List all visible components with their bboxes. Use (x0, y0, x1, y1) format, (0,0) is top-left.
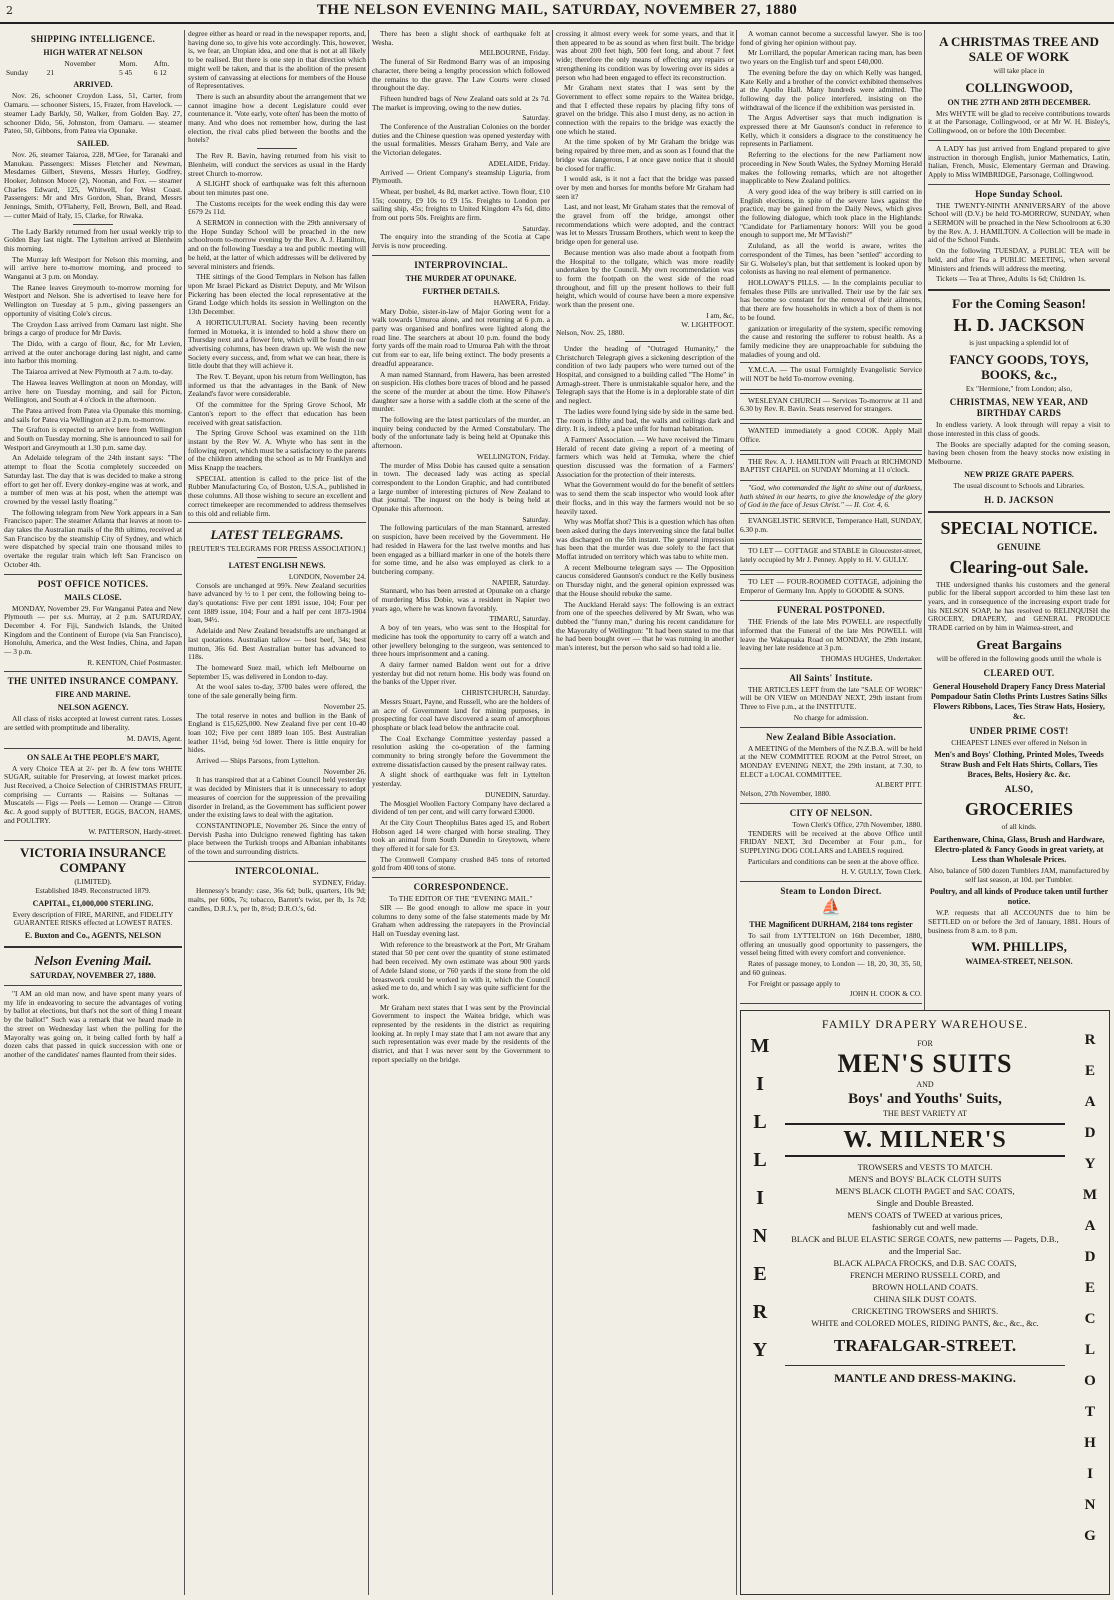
warehouse-list (785, 1161, 1065, 1329)
news-paragraph: Consols are unchanged at 99⅞. New Zealand securities have advanced by ½ to 1 per cent, the following being to-day's quotations: Five per cent 1891 issue, 104; Four per cent 1889 issue, 104; Four and a half per cent 1873-1904 loan, 94½. (188, 580, 366, 625)
warehouse-list-item: fashionably cut and well made. (872, 1222, 978, 1232)
local-paragraph: Of the committee for the Spring Grove School, Mr Canton's report to the effect that education has been received with great satisfaction. (188, 400, 366, 427)
further-details-heading: FURTHER DETAILS. (422, 286, 500, 296)
warehouse-title: FAMILY DRAPERY WAREHOUSE. (821, 1017, 1029, 1031)
christmas-dates: ON THE 27TH AND 28TH DECEMBER. (947, 97, 1091, 107)
news-paragraph: The Argus Advertiser says that much indignation is expressed there at Mr Gaunson's conduct in reference to Kelly, which it considers a disgrace to the constituency he represents in Parliament. (740, 113, 922, 149)
wesleyan-text: WESLEYAN CHURCH — Services To-morrow at 11 and 6.30 by Rev. R. Bavin. Seats reserved for strangers. (740, 395, 922, 414)
christmas-tree-title: A CHRISTMAS TREE AND SALE OF WORK (939, 34, 1099, 64)
insurance-agency: NELSON AGENCY. (57, 703, 129, 713)
column-rule (736, 30, 737, 1595)
vertical-letter: C (1084, 1311, 1096, 1327)
sailed-heading: SAILED. (77, 138, 109, 148)
warehouse-list-item: CHINA SILK DUST COATS. (873, 1294, 977, 1304)
news-paragraph: Zululand, as all the world is aware, writes the correspondent of the Times, has been "settled" according to Sir G. Wolseley's plan, but that settlement is looked upon by colonists as having no real element of permanence. (740, 241, 922, 277)
ship-icon: ⛵ (821, 899, 841, 917)
sale-text: A very Choice TEA at 2/- per lb. A few tons WHITE SUGAR, suitable for Preserving, at lowest market prices. Just Received, a Choice Selection of CHRISTMAS FRUIT, comprising — Currants — Raisins — Sultanas — Muscatels — Figs — Peels — Lemon — Orange — Citron &c. A good supply of BUTTER, EGGS, BACON, HAMS, and POULTRY. (4, 763, 182, 825)
news-paragraph: The Mosgiel Woollen Factory Company have declared a dividend of ten per cent, and will carry forward £3000. (372, 798, 550, 817)
insurance-text: All class of risks accepted at lowest current rates. Losses are settled with promptitude and liberality. (4, 714, 182, 733)
victoria-insurance-title: VICTORIA INSURANCE COMPANY (19, 845, 167, 876)
jackson-items: FANCY GOODS, TOYS, BOOKS, &c., (949, 351, 1089, 382)
dateline: DUNEDIN, Saturday. (485, 789, 550, 799)
arrived-heading: ARRIVED. (73, 80, 113, 90)
vertical-letter: R (1084, 1032, 1096, 1048)
column-1 (4, 30, 182, 1595)
vertical-letter: L (753, 1111, 767, 1133)
leader-paragraph: degree either as heard or read in the newspaper reports, and, having done so, to give his vote accordingly. This, however, is, we fear, an Utopian idea, and one that is not at all likely to be realised. But there is one step in that direction which might well be taken, and that is the abolition of the present system of canvassing at elections for members of the House of Representatives. (188, 30, 366, 91)
vertical-letter: A (1084, 1218, 1096, 1234)
shipping-paragraph: The Patea arrived from Patea via Opunake this morning, and sails for Patea via Wellington at 2 p.m. to-morrow. (4, 405, 182, 424)
leader-paragraph: There is such an absurdity about the arrangement that we cannot imagine how a decent Legislature could ever countenance it. 'Vote early, vote often' has been the motto of many. And who does not remember how, during the last election, the rival cabs plied between the booths and the hotels? (188, 91, 366, 145)
evangelistic-notice (740, 513, 922, 540)
masthead (0, 0, 1114, 24)
news-paragraph: A man named Stannard, from Hawera, has been arrested on suspicion. His clothes bore traces of blood and he passed the scene of the murder at about the time. How Pihawe's daughter saw a horse with a saddle cloth at the scene of the murder. (372, 369, 550, 414)
correspondence-to: To THE EDITOR OF THE "EVENING MAIL." (389, 894, 533, 904)
shipping-paragraph: The Croydon Lass arrived from Oamaru last night. She brings a cargo of produce for Mr Davis. (4, 319, 182, 338)
correspondence-heading: CORRESPONDENCE. (413, 882, 509, 893)
cook-wanted (740, 423, 922, 450)
jackson-ex: Ex "Hermione," from London; also, (965, 383, 1073, 393)
leader-paragraph: "I AM an old man now, and have spent many years of my life in endeavoring to secure the advantages of voting by ballot at elections, but that's not the sort of thing I meant by the ballot!" Such was a remark that we heard made in the street on Wednesday last when the polling for the Mayoralty was going on, it being called forth by half a dozen cabs that passed in quick succession with one or another of the candidates' names flaunted from their sides. (4, 989, 182, 1059)
shipping-paragraph: The Ranee leaves Greymouth to-morrow morning for Westport and Nelson. She is advertised to leave here for Wellington on Tuesday at 5 p.m., giving passengers an opportunity of visiting Cole's circus. (4, 282, 182, 318)
vertical-letter: R (752, 1301, 768, 1323)
news-paragraph: At the wool sales to-day, 3700 bales were offered, the tone of the sale generally being firm. (188, 682, 366, 701)
mens-suits-heading: MEN'S SUITS (837, 1049, 1013, 1078)
warehouse-list-item: MEN'S BLACK CLOTH PAGET and SAC COATS, (835, 1186, 1015, 1196)
to-let-text: TO LET — FOUR-ROOMED COTTAGE, adjoining the Emperor of Germany Inn. Apply to GOODIE & SONS. (740, 576, 922, 595)
tide-morn: 5 45 (119, 67, 133, 77)
cleared-out: CLEARED OUT. (983, 667, 1055, 678)
local-paragraph: The Rev R. Bavin, having returned from his visit to Blenheim, will conduct the services as usual in the Hardy street Church to-morrow. (188, 151, 366, 178)
phillips-address: WAIMEA-STREET, NELSON. (965, 957, 1073, 967)
warehouse-for: FOR (917, 1039, 933, 1048)
earthenware-list: Earthenware, China, Glass, Brush and Hardware, Electro-plated & Fancy Goods in great variety, at Less than Wholesale Prices. (933, 834, 1105, 864)
vertical-letter: I (756, 1073, 764, 1095)
news-paragraph: ganization or irregularity of the system, specific removing the cause and restoring the sufferer to robust health. As a family medicine they are unapproachable for subduing the maladies of young and old. (740, 323, 922, 359)
jackson-note: The Books are specially adapted for the coming season, having been chosen from the heavy stocks now existing in Melbourne. (928, 439, 1110, 467)
vertical-letter: G (1084, 1528, 1096, 1544)
interprovincial-heading: INTERPROVINCIAL. (414, 259, 508, 270)
boys-suits-heading: Boys' and Youths' Suits, (848, 1091, 1002, 1107)
dateline: HAWERA, Friday. (493, 297, 550, 307)
shipping-paragraph: The Murray left Westport for Nelson this morning, and will arrive here to-morrow morning, and proceed to Wanganui at 3 p.m. on Monday. (4, 254, 182, 282)
news-paragraph: A dairy farmer named Baldon went out for a drive yesterday but did not return home. His body was found on the banks of the Upper river. (372, 660, 550, 687)
news-paragraph: There has been a slight shock of earthquake felt at Wesha. (372, 30, 550, 47)
vertical-letter: E (1084, 1280, 1095, 1296)
all-saints-text: THE ARTICLES LEFT from the late "SALE OF WORK" will be ON VIEW on MONDAY NEXT, 29th instant from Three to Five p.m., at the INSTITUTE. (740, 684, 922, 712)
column-4 (556, 30, 734, 1595)
jackson-sub: is just unpacking a splendid lot of (969, 337, 1069, 347)
jackson-signature: H. D. JACKSON (984, 494, 1054, 505)
tide-heading: HIGH WATER AT NELSON (43, 48, 143, 57)
news-paragraph: Mr Lorrillard, the popular American racing man, has been two years on the English turf and spent £40,000. (740, 48, 922, 67)
warehouse-list-item: CRICKETING TROWSERS and SHIRTS. (851, 1306, 999, 1316)
trafalgar-street: TRAFALGAR-STREET. (833, 1336, 1017, 1355)
vertical-letter: T (1084, 1404, 1095, 1420)
warehouse-list-item: BLACK and BLUE ELASTIC SERGE COATS, new patterns — Pagets, D.B., and the Imperial Sac. (791, 1234, 1059, 1256)
victoria-established: Established 1849. Reconstructed 1879. (35, 885, 151, 895)
column-rule (184, 30, 185, 1595)
local-paragraph: The Spring Grove School was examined on the 11th instant by the Rev W. A. Whyte who has sent in the following report, which must be a satisfactory to the parents of the children attending the school as to Mr Franklyn and Miss Knapp the teachers. (188, 428, 366, 473)
vertical-letter: D (1084, 1249, 1096, 1265)
english-news-heading: LATEST ENGLISH NEWS. (228, 560, 326, 570)
hope-tickets: Tickets — Tea at Three, Adults 1s 6d; Children 1s. (936, 274, 1086, 284)
vertical-letter: M (750, 1035, 770, 1057)
jackson-cards: CHRISTMAS, NEW YEAR, AND BIRTHDAY CARDS (949, 397, 1089, 419)
tide-day: Sunday (6, 67, 29, 77)
news-paragraph: The Conference of the Australian Colonies on the border duties and the Chinese question was opened yesterday with the usual formalities. Messrs Graham Berry, and Vale are the Victorian delegates. (372, 122, 550, 158)
jackson-text: In endless variety. A look through will repay a visit to those interested in this class of goods. (928, 420, 1110, 439)
news-paragraph: A recent Melbourne telegram says — The Opposition caucus considered Gaunson's conduct re the Kelly business on Thursday night, and the general opinion expressed was that the House should rebuke the same. (556, 562, 734, 598)
news-paragraph: The Cromwell Company crushed 845 tons of retorted gold from 400 tons of stone. (372, 854, 550, 873)
news-paragraph: A boy of ten years, who was sent to the Hospital for medicine has took the opportunity to carry off a watch and other jewellery belonging to the surgeon, was sentenced to three hours imprisonment and a caning. (372, 623, 550, 659)
dateline: LONDON, November 24. (288, 571, 366, 581)
mails-signature: R. KENTON, Chief Postmaster. (87, 657, 182, 667)
bible-text: A MEETING of the Members of the N.Z.B.A. will be held at the NEW COMMITTEE ROOM at the Petrol Street, on MONDAY EVENING NEXT, the 29th instant, at 7.30, to ELECT a LOCAL COMMITTEE. (740, 743, 922, 779)
scripture-quote: "God, who commanded the light to shine out of darkness, hath shined in our hearts, to give the knowledge of the glory of God in the face of Jesus Christ." — II. Cor. 4, 6. (740, 482, 922, 510)
column-rule (552, 30, 553, 1595)
letter-date: Nelson, Nov. 25, 1880. (556, 328, 625, 338)
post-office-heading: POST OFFICE NOTICES. (37, 578, 149, 589)
hope-school-heading: Hope Sunday School. (975, 188, 1063, 199)
letter-paragraph: I would ask, is it not a fact that the bridge was passed over by men and horses for months before Mr Graham had seen it? (556, 174, 734, 201)
letter-paragraph: Because mention was also made about a footpath from the Hospital to the tollgate, which was more readily undertaken by the Council. My own recommendation was to form the footpath on the west side of the road throughout, and fill up the present hollows to their full height, which would of course have been a more expensive work than the present one. (556, 247, 734, 310)
to-let-cottage (740, 543, 922, 570)
dateline: November 25. (323, 701, 366, 711)
news-paragraph: Messrs Stuart, Payne, and Russell, who are the holders of an acre of Government land for mining purposes, in prospecting for coal have discovered a seam of amorphous phosphate or black lead below the anthracite coal. (372, 696, 550, 732)
column-rule (368, 30, 369, 1595)
letter-signoff: I am, &c, (706, 310, 734, 320)
news-paragraph: At the City Court Theophilus Bates aged 15, and Robert Hobson aged 14 were charged with horse stealing. They took an animal from South Dunedin to Greytown, where they offered it for sale for £3. (372, 817, 550, 854)
tide-col-month: November (64, 59, 96, 68)
vertical-letter: O (1084, 1373, 1096, 1389)
shipping-paragraph: The Lady Barkly returned from her usual weekly trip to Golden Bay last night. The Lyttelton arrived at Blenheim this morning. (4, 226, 182, 253)
local-paragraph: A SERMON in connection with the 29th anniversary of the Hope Sunday School will be preached in the new schoolroom to-morrow evening by the Rev. A. J. Hamilton, and on the following Tuesday a tea and public meeting will be held, at the latter of which addresses will be delivered by several ministers and friends. (188, 218, 366, 271)
warehouse-list-item: BLACK ALPACA FROCKS, and D.B. SAC COATS, (833, 1258, 1017, 1268)
local-paragraph: A HORTICULTURAL Society having been recently formed in Motueka, it is intended to hold a show there on Thursday next and a flower fete, which will be found in our advertising columns, has been drawn up. We wish the new Society every success, and, from what we can hear, there is little doubt that they will achieve it. (188, 317, 366, 371)
news-paragraph: Wheat, per bushel, 4s 8d, market active. Town flour, £10 15s; country, £9 10s to £9 15s. Freights to London per sailing ship, 45s; freights to United Kingdom 47s 6d, ditto from out ports 50s. Freights are firm. (372, 186, 550, 223)
warehouse-list-item: MEN'S and BOYS' BLACK CLOTH SUITS (848, 1174, 1002, 1184)
vertical-letter: L (1084, 1342, 1095, 1358)
bible-association-heading: New Zealand Bible Association. (765, 731, 896, 742)
dateline: WELLINGTON, Friday. (476, 451, 550, 461)
letter-paragraph: Mr Graham next states that I was sent by the Provincial Government to inspect the Waitea bridge, which was represented by the residents in the district as requiring looking at. In reply I may state that I am not aware that any such representation was ever made by the residents of the district, and that I was never sent by the Government to report specially on the bridge. (372, 1002, 550, 1064)
christmas-sub: will take place in (993, 66, 1045, 75)
steam-signature: JOHN H. COOK & CO. (849, 989, 922, 999)
news-paragraph: Under the heading of "Outraged Humanity," the Christchurch Telegraph gives a sickening description of the condition of two lady paupers who were turned out of the Hospital, and consigned to a building called "The Home" in Armagh-street. There is unmistakable squalor here, and the Telegraph says that the Home is in a deplorable state of dirt and neglect. (556, 343, 734, 406)
letter-signature: W. LIGHTFOOT. (681, 319, 734, 329)
dateline: November 26. (323, 766, 366, 776)
insurance-signature: M. DAVIS, Agent. (126, 733, 182, 743)
steam-rates: Rates of passage money, to London — 18, 20, 30, 35, 50, and 60 guineas. (740, 959, 922, 977)
vertical-letter: A (1084, 1094, 1096, 1110)
telegrams-heading: LATEST TELEGRAMS. (210, 527, 344, 543)
dateline: NAPIER, Saturday. (491, 577, 550, 587)
news-paragraph: A slight shock of earthquake was felt in Lyttelton yesterday. (372, 770, 550, 789)
mails-heading: MAILS CLOSE. (64, 592, 122, 602)
vertical-letter: N (1084, 1497, 1096, 1513)
wesleyan-notice (740, 393, 922, 420)
drapery-warehouse-ad (740, 1010, 1110, 1595)
tumblers-text: Also, balance of 500 dozen Tumblers JAM, manufactured by self last season, at 10d. per Tumbler. (928, 865, 1110, 884)
opunake-heading: THE MURDER AT OPUNAKE. (405, 273, 517, 283)
bible-signature: ALBERT PITT. (875, 780, 922, 790)
dateline: Saturday. (522, 113, 550, 123)
news-paragraph: Arrived — Orient Company's steamship Liguria, from Plymouth. (372, 167, 550, 186)
news-paragraph: The homeward Suez mail, which left Melbourne on September 15, was delivered in London to-day. (188, 663, 366, 681)
vertical-letter: E (1084, 1063, 1095, 1079)
lady-teacher-text: A LADY has just arrived from England prepared to give instruction in thorough English, junior Mathematics, Latin, Italian, French, Music, Elementary German and Drawing. Apply to Miss WIMBRIDGE, Parsonage, Collingwood. (928, 143, 1110, 179)
clearing-sale-heading: Clearing-out Sale. (949, 556, 1089, 577)
tide-row (4, 69, 182, 78)
jackson-name: H. D. JACKSON (953, 314, 1085, 335)
paper-date: SATURDAY, NOVEMBER 27, 1880. (30, 971, 156, 981)
news-paragraph: A very good idea of the way bribery is still carried on in English elections, in spite of the severe laws against the practice, may be gained from the Daily News, which gives the following dialogue, which took place in the Highlands: "Candidate for Parliamentary honors: Will you be good enough to support me, Mr M'Tavish?" (740, 186, 922, 240)
news-paragraph: A woman cannot become a successful lawyer. She is too fond of giving her opinion without pay. (740, 30, 922, 47)
genuine-label: GENUINE (996, 541, 1042, 552)
victoria-agents: E. Buxton and Co., AGENTS, NELSON (24, 931, 162, 941)
accounts-text: W.P. requests that all ACCOUNTS due to him be SETTLED on or before the 3rd of January, 1881. Hours of business from 8 a.m. to 8 p.m. (928, 908, 1110, 935)
great-bargains: Great Bargains (976, 636, 1062, 652)
news-paragraph: Adelaide and New Zealand breadstuffs are unchanged at last quotations. Australian tallow — best beef, 34s; best mutton, 36s 6d. Best Australian butter has advanced to 118s. (188, 626, 366, 662)
dateline: ADELAIDE, Friday. (488, 158, 550, 168)
jackson-prize-text: The usual discount to Schools and Libraries. (953, 480, 1085, 490)
evangelistic-text: EVANGELISTIC SERVICE, Temperance Hall, SUNDAY, 6.30 p.m. (740, 516, 922, 534)
news-paragraph: The funeral of Sir Redmond Barry was of an imposing character, there being a lengthy procession which followed the remains to the grave. The Law Courts were closed throughout the day. (372, 57, 550, 93)
dateline: TIMARU, Saturday. (489, 614, 550, 624)
victoria-capital: CAPITAL, £1,000,000 STERLING. (32, 898, 154, 908)
sale-heading: ON SALE At THE PEOPLE'S MART, (27, 752, 159, 762)
vertical-letter: E (753, 1263, 767, 1285)
news-paragraph: Fifteen hundred bags of New Zealand oats sold at 2s 7d. The market is improving, owing to the new duties. (372, 93, 550, 112)
news-paragraph: The following are the latest particulars of the murder, an inquiry being conducted by the Armed Constabulary. The body of the unfortunate lady is being held at Opunake this afternoon. (372, 415, 550, 451)
tide-aftn: 6 12 (153, 67, 167, 77)
news-paragraph: Referring to the elections for the new Parliament now proceeding in New South Wales, the Sydney Morning Herald makes the following remarks, which are not altogether inapplicable to New Zealand politics. (740, 150, 922, 186)
milner-name: W. MILNER'S (785, 1123, 1065, 1157)
news-paragraph: It has transpired that at a Cabinet Council held yesterday it was decided by Ministers that it is unnecessary to adopt measures of coercion for the suppression of the prevailing disorder in Ireland, as the Government has sufficient power under the existing laws to deal with the agitation. (188, 775, 366, 820)
ymca-notice (740, 362, 922, 389)
tide-table (4, 60, 182, 77)
letter-paragraph: At the time spoken of by Mr Graham the bridge was being repaired by three men, and as soon as I found that the bridge was dangerous, I at once gave notice that it should be closed for traffic. (556, 137, 734, 173)
special-notice-heading: SPECIAL NOTICE. (940, 517, 1098, 538)
clearing-text: THE undersigned thanks his customers and the general public for the liberal support accorded to him these last ten years, and in consequence of the increasing export trade for his NELSON SOAP, he has resolved to RELINQUISH the GROCERY, DRAPERY, and GENERAL PRODUCE TRADE carried on by him in Waimea-street, and (928, 579, 1110, 633)
insurance-sub: FIRE AND MARINE. (55, 690, 131, 700)
column-6 (928, 30, 1110, 1005)
hope-text: On the following TUESDAY, a PUBLIC TEA will be held, and after Tea a PUBLIC MEETING, when several Ministers and friends will address the meeting. (928, 246, 1110, 273)
shipping-paragraph: The Hawea leaves Wellington at noon on Monday, will arrive here on Tuesday morning, and sail for Picton, Wellington, and South at 4 o'clock in the afternoon. (4, 377, 182, 405)
cook-text: WANTED immediately a good COOK. Apply Mail Office. (740, 426, 922, 444)
vertical-letter: Y (752, 1339, 768, 1361)
news-paragraph: Mary Dobie, sister-in-law of Major Goring went for a walk towards Umuroa alone, and not returning at 6 p.m. a party was organised and bonfires were lighted along the road line. The searchers at about 10 p.m. found the body forty yards off the main road to Umuroa Pah with the throat cut from ear to ear, life being extinct. The body presents a dreadful appearance. (372, 306, 550, 368)
warehouse-list-item: Single and Double Breasted. (876, 1198, 974, 1208)
all-saints-note: No charge for admission. (793, 712, 869, 722)
also-label: ALSO, (1004, 784, 1034, 795)
news-paragraph: The total reserve in notes and bullion in the Bank of England is £15,625,000. New Zealand five per cent 10-40 loan 102; Five per cent 1889 loan 105. Best Australian leather 11½d, being ½d lower. There is little enquiry for hides. (188, 710, 366, 755)
shipping-heading: SHIPPING INTELLIGENCE. (30, 34, 156, 44)
to-let-text: TO LET — COTTAGE and STABLE in Gloucester-street, lately occupied by Mr J. Penney. Apply to H. V. GULLY. (740, 546, 922, 565)
letter-paragraph: With reference to the breastwork at the Port, Mr Graham stated that 50 per cent over the quantity of stone estimated had been received. My own estimate was about 900 yards of Adele Island stone, or 760 yards if the stone from the old breastwork could be worked in with it, which the Council asked me to do, and which I say was quite sufficient for the work. (372, 939, 550, 1001)
city-office: Town Clerk's Office, 27th November, 1880. (792, 819, 922, 829)
poultry-text: Poultry, and all kinds of Produce taken until further notice. (929, 887, 1109, 907)
column-5 (740, 30, 922, 1005)
coming-season-heading: For the Coming Season! (952, 295, 1086, 311)
city-signature: H. V. GULLY, Town Clerk. (841, 867, 922, 877)
bargains-text: will be offered in the following goods until the whole is (936, 653, 1102, 663)
dateline: Saturday. (522, 223, 550, 233)
victoria-text: Every description of FIRE, MARINE, and FIDELITY GUARANTEE RISKS effected at LOWEST RATES. (12, 909, 174, 928)
letter-paragraph: Last, and not least, Mr Graham states that the removal of the gravel from off the bridge, amongst other recommendations which were adopted, and the contract was let to Messrs Trussam Brothers, which went to keep the bridge open for general use. (556, 202, 734, 247)
paper-name: Nelson Evening Mail. (34, 953, 152, 969)
page-number: 2 (6, 4, 13, 17)
under-prime-cost: UNDER PRIME COST! (969, 725, 1069, 736)
vertical-letter: N (752, 1225, 768, 1247)
news-paragraph: The murder of Miss Dobie has caused quite a sensation in town. The deceased lady was acting as special correspondent to the London Graphic, and had contributed a large number of interesting pictures of New Zealand to that journal. The inquest on the body is being held at Opunake this afternoon. (372, 460, 550, 514)
vertical-letter: H (1084, 1435, 1096, 1451)
warehouse-body (785, 1017, 1065, 1386)
local-paragraph: The Rev. T. Beyant, upon his return from Wellington, has informed us that the advantages in the Bank of New Zealand's favor were considerable. (188, 372, 366, 399)
news-paragraph: The Coal Exchange Committee yesterday passed a resolution asking the co-operation of the farming community to bring strongly before the Government the extreme dissatisfaction caused by the present railway rates. (372, 733, 550, 769)
shipping-paragraph: An Adelaide telegram of the 24th instant says: "The attempt to float the Scotia completely succeeded on Saturday last. The day that is was decided to make a strong effort to get her off. Every donkey-engine was at work, and a number of men was at his post, when the attempt was crowned by the vessel lastly floating." (4, 453, 182, 506)
tide-date: 21 (46, 67, 55, 77)
news-paragraph: Hennessy's brandy: case, 36s 6d; bulk, quarters, 10s 9d; malts, per 600s, 7s; tobacco, Barrett's twist, per lb, 1s 7d; candles, D.R.J.'s, per lb, 8½d; D.R.O.'s, 6d. (188, 886, 366, 913)
steam-ship-name: THE Magnificent DURHAM, 2184 tons register (749, 920, 913, 930)
vertical-letter: D (1084, 1125, 1096, 1141)
shipping-paragraph: The Dido, with a cargo of flour, &c, for Mr Levien, arrived at the outer anchorage during last night, and came into harbor this morning. (4, 338, 182, 366)
warehouse-list-item: BROWN HOLLAND COATS. (871, 1282, 978, 1292)
news-paragraph: HOLLOWAY'S PILLS. — In the complaints peculiar to females these Pills are unrivalled. Their use by the fair sex has become so constant for the removal of their ailments, that there are few households in which a box of them is not to be found. (740, 277, 922, 322)
column-3 (372, 30, 550, 1595)
funeral-signature: THOMAS HUGHES, Undertaker. (820, 654, 922, 664)
vertical-letter: I (1087, 1466, 1093, 1482)
united-insurance-title: THE UNITED INSURANCE COMPANY. (7, 676, 179, 687)
local-paragraph: SPECIAL attention is called to the price list of the Rubber Manufacturing Co, of Boston, U.S.A., published in these columns. All those wishing to secure an excellent and correct timekeeper are recommended to address themselves to this old and reliable firm. (188, 473, 366, 518)
news-paragraph: CONSTANTINOPLE, November 26. Since the entry of Dervish Pasha into Dulcigno renewed fighting has taken place between the Turkish troops and Albanian inhabitants of the town and surrounding districts. (188, 820, 366, 857)
steam-freight: For Freight or passage apply to (748, 978, 841, 988)
hope-text: THE TWENTY-NINTH ANNIVERSARY of the above School will (D.V.) be held TO-MORROW, SUNDAY, when a SERMON will be preached in the New Schoolroom at 6.30 by the Rev. A. J. HAMILTON. A Collection will be made in aid of the School Funds. (928, 200, 1110, 245)
news-paragraph: Stannard, who has been arrested at Opunake on a charge of murdering Miss Dobie, was a resident in Napier two years ago, where he was known favorably. (372, 586, 550, 613)
sale-signature: W. PATTERSON, Hardy-street. (88, 826, 182, 836)
hamilton-notice (740, 454, 922, 481)
funeral-heading: FUNERAL POSTPONED. (777, 605, 885, 616)
tide-col-aftn: Aftn. (153, 59, 170, 68)
bible-date: Nelson, 27th November, 1880. (740, 789, 831, 799)
phillips-name: WM. PHILLIPS, (971, 939, 1067, 955)
steam-london-heading: Steam to London Direct. (780, 886, 882, 897)
groceries-heading: GROCERIES (964, 799, 1074, 820)
page-title: THE NELSON EVENING MAIL, SATURDAY, NOVEMBER 27, 1880 (316, 2, 798, 18)
hamilton-text: THE Rev. A. J. HAMILTON will Preach at RICHMOND BAPTIST CHAPEL on SUNDAY Morning at 11 o'clock. (740, 456, 922, 475)
dateline: CHRISTCHURCH, Saturday. (461, 688, 550, 698)
vertical-letter: M (1082, 1187, 1098, 1203)
letter-paragraph: Mr Graham next states that I was sent by the Government to effect some repairs to the Waitea bridge, and that I effected these repairs by placing fifty tons of gravel on the bridge. This also I must deny, as no action in connection with the repairs to the bridge was exactly the one which he stated. (556, 83, 734, 136)
mails-text: MONDAY, November 29. For Wanganui Patea and New Plymouth — per s.s. Murray, at 2 p.m. SATURDAY, December 4. For Fiji, Sandwich Islands, the United Kingdom and the Continent of Europe (via San Francisco), Honolulu, America, and the West Indies, China, and Japan — 3 p.m. (4, 603, 182, 657)
millinery-vertical-label (745, 1031, 775, 1576)
telegrams-sub: [REUTER'S TELEGRAMS FOR PRESS ASSOCIATION.] (188, 544, 366, 554)
victoria-limited: (LIMITED). (74, 877, 112, 887)
news-paragraph: The evening before the day on which Kelly was hanged, Kate Kelly and a brother of the convict exhibited themselves at the Apollo Hall. Many hundreds were admitted. The following day the police interfered, insisting on the withdrawal of the licence if the exhibition was persisted in. (740, 67, 922, 112)
best-variety: THE BEST VARIETY AT (883, 1109, 967, 1118)
news-paragraph: The Auckland Herald says: The following is an extract from one of the speeches delivered by Mr Swan, who was dubbed the "funny man," during his recent candidature for the Mayoralty of Wellington: "It had been stated to me that he had been bought over — that he was running in another man's interest, but the person who said so had told a lie. (556, 599, 734, 653)
readymade-clothing-vertical-label (1075, 1031, 1105, 1576)
ymca-text: Y.M.C.A. — The usual Fortnightly Evangelistic Service will NOT be held To-morrow evening. (740, 365, 922, 384)
vertical-letter: L (753, 1149, 767, 1171)
mens-clothing-list: Men's and Boys' Clothing, Printed Moles, Tweeds Straw Bush and Felt Hats Shirts, Collars, Ties Braces, Belts, Hosiery &c. &c. (934, 750, 1104, 780)
city-heading: CITY OF NELSON. (789, 807, 873, 818)
christmas-text: Mrs WHYTE will be glad to receive contributions towards it at the Parsonage, Collingwood, or at Mr W. H. Bisley's, Collingwood, on or before the 10th December. (928, 108, 1110, 136)
arrived-text: Nov. 26, schooner Croydon Lass, 51, Carter, from Oamaru. — schooner Sisters, 15, Frazer, from Havelock. — steamer Lady Barkly, 50, Walker, from Golden Bay. 27, schooner Dido, 56, Johnston, from Oamaru. — steamer Pateo, 50, Gibbons, from Patea via Opunake. (4, 91, 182, 136)
vertical-letter: Y (1084, 1156, 1096, 1172)
warehouse-and: AND (916, 1080, 934, 1089)
all-kinds: of all kinds. (1001, 822, 1037, 832)
to-let-four-room (740, 574, 922, 601)
news-paragraph: The ladies were found lying side by side in the same bed. The room is filthy and bad, the walls and ceilings dark and dirty. It is, indeed, a place unfit for human habitation. (556, 406, 734, 434)
warehouse-list-item: WHITE and COLORED MOLES, RIDING PANTS, &c., &c., &c. (811, 1318, 1039, 1328)
letter-paragraph: crossing it almost every week for some years, and that it then appeared to be as sound as when first built. The bridge was about 200 feet high, 500 feet long, and about 7 feet wide; therefore the only means of effecting any repairs or strengthening its condition was by lowering over its sides a person who had been engaged to effect its reconstruction. (556, 30, 734, 82)
news-paragraph: What the Government would do for the benefit of settlers was to send them the scab inspector who would look after their flocks, and in this way the farmers would not be so heavily taxed. (556, 480, 734, 516)
news-paragraph: The following particulars of the man Stannard, arrested on suspicion, have been received by the Government. He had resided in Hawera for the last twelve months and has been engaged as a billiard marker in one of the hotels there for some time, and he also was employed as clerk to a butchering company. (372, 523, 550, 576)
news-paragraph: The enquiry into the stranding of the Scotia at Cape Jervis is now proceeding. (372, 232, 550, 251)
warehouse-list-item: MEN'S COATS of TWEED at various prices, (847, 1210, 1003, 1220)
tide-col-morn: Morn. (119, 59, 138, 68)
letter-paragraph: SIR — Be good enough to allow me space in your columns to deny some of the false statements made by Mr Graham when addressing the ratepayers in the Provincial Hall on Tuesday evening last. (372, 902, 550, 938)
funeral-text: THE Friends of the late Mrs POWELL are respectfully informed that the Funeral of the late Mrs POWELL will leave the Wakapuaka Road on MONDAY, the 29th instant, leaving her late residence at 3 p.m. (740, 617, 922, 653)
news-paragraph: Arrived — Ships Parsons, from Lyttelton. (196, 756, 320, 766)
shipping-paragraph: The following telegram from New York appears in a San Francisco paper: The steamer Atlanta that leaves at noon to-day takes the Australian mails of the 8th ultimo, received at San Francisco by the steamship City of Sydney, and which were dispatched by special train one thousand miles to overtake the regular train which left San Francisco on October 4th. (4, 507, 182, 569)
dateline: SYDNEY, Friday. (312, 877, 366, 887)
jackson-prize: NEW PRIZE GRATE PAPERS. (964, 469, 1074, 479)
shipping-paragraph: The Grafton is expected to arrive here from Wellington and South on Tuesday morning. She is announced to sail for Westport and Greymouth at 1.30 p.m. same day. (4, 425, 182, 452)
city-text: TENDERS will be received at the above Office until FRIDAY NEXT, 3rd December at Four p.m., for SUPPLYING DOG COLLARS and LABELS required. (740, 828, 922, 855)
local-paragraph: The Customs receipts for the week ending this day were £679 2s 11d. (188, 198, 366, 217)
intercolonial-heading: INTERCOLONIAL. (235, 865, 319, 876)
sailed-text: Nov. 26, steamer Taiaroa, 228, M'Gee, for Taranaki and Manukau. Passengers: Misses Fletcher and Newman, Mesdames Gilbert, Stevens, Messrs Hurley, Godfrey, Hooker, Johnson Moore (2), Noonan, and Fox. — steamer Charles Edward, 125, Whitwell, for West Coast. Passengers: Mr and Mrs Gordon, Shan, Brand, Messrs Jennings, Smith, O'Flaherty, Fell, Brown, Bell, and Read. — cutter Maid of Italy, 15, Clarke, for Riwaka. (4, 149, 182, 220)
column-2 (188, 30, 366, 1595)
dateline: MELBOURNE, Friday. (479, 48, 550, 58)
mantle-dressmaking: MANTLE AND DRESS-MAKING. (785, 1365, 1065, 1386)
news-paragraph: Why was Moffat shot? This is a question which has often been asked during the days intervening since the fatal bullet was discharged on the 5th instant. The general impression has been that the murder was due solely to the fact that Moffat intruded on territory which was tabu to white men. (556, 517, 734, 562)
christmas-place: COLLINGWOOD, (965, 79, 1073, 95)
local-paragraph: THE sittings of the Good Templars in Nelson has fallen upon Mr Israel Pickard as District Deputy, and Mr Wilson Pickering has been elected the local representative at the Grand Lodge which holds its session in Wellington on the 13th December. (188, 272, 366, 317)
goods-list: General Household Drapery Fancy Dress Material Pompadour Satin Cloths Prints Lustres Satins Silks Flowers Ribbons, Laces, Ties Straw Hats, Hosiery, &c. (930, 681, 1108, 721)
steam-text: To sail from LYTTELTON on 16th December, 1880, offering an unusually good opportunity to passengers, the vessel being fitted with every comfort and convenience. (740, 931, 922, 958)
news-paragraph: A Farmers' Association. — We have received the Timaru Herald of recent date giving a report of a meeting of farmers which was held at Temuka, where the chief question discussed was the formation of a Farmers' Association for the protection of their interests. (556, 434, 734, 479)
local-paragraph: A SLIGHT shock of earthquake was felt this afternoon about ten minutes past one. (188, 179, 366, 197)
shipping-paragraph: The Taiaroa arrived at New Plymouth at 7 a.m. to-day. (12, 367, 173, 377)
city-note: Particulars and conditions can be seen at the above office. (748, 856, 920, 866)
vertical-letter: I (756, 1187, 764, 1209)
dateline: Saturday. (522, 514, 550, 524)
all-saints-heading: All Saints' Institute. (789, 672, 873, 683)
warehouse-list-item: FRENCH MERINO RUSSELL CORD, and (849, 1270, 1001, 1280)
cheapest-lines: CHEAPEST LINES ever offered in Nelson in (951, 737, 1087, 747)
warehouse-list-item: TROWSERS and VESTS TO MATCH. (857, 1162, 993, 1172)
